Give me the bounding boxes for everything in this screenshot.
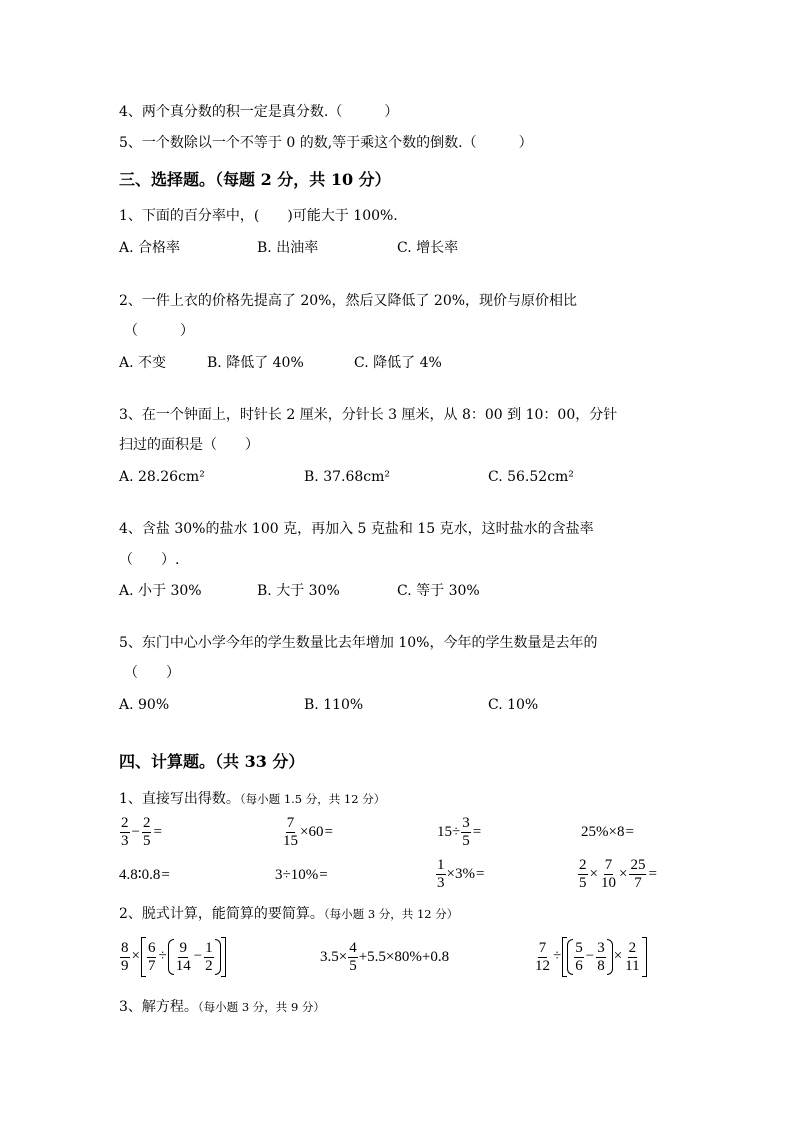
calc-step-expr-1: $\frac{8}{9}$ × $\frac{6}{7}$ ÷ $\frac{9}{14}$ − $\frac{1}{2}$ bbox=[119, 937, 226, 977]
calc-expr-6: 3÷10%= bbox=[275, 867, 328, 883]
choice-q5-line2: （ ） bbox=[124, 665, 180, 681]
choice-q4-line2: （ ）. bbox=[119, 552, 180, 568]
calc-part2-label bbox=[119, 905, 458, 923]
choice-q1-b: B. 出油率 bbox=[257, 240, 319, 256]
choice-q2-c: C. 降低了 4% bbox=[354, 355, 442, 371]
calc-part1-label bbox=[119, 790, 385, 808]
choice-q1: 1、下面的百分率中，( )可能大于 100%. bbox=[119, 208, 398, 224]
calc-part3-note: （每小题 3 分，共 9 分） bbox=[197, 1000, 325, 1014]
choice-q1-a: A. 合格率 bbox=[119, 240, 181, 256]
judge-q4: 4、两个真分数的积一定是真分数.（ ） bbox=[119, 104, 399, 120]
choice-q3-b: B. 37.68cm² bbox=[304, 469, 390, 485]
judge-q5: 5、一个数除以一个不等于 0 的数,等于乘这个数的倒数.（ ） bbox=[119, 135, 533, 151]
choice-q1-c: C. 增长率 bbox=[397, 240, 459, 256]
calc-part3-text: 3、解方程。 bbox=[119, 999, 198, 1015]
section4-title: 四、计算题。（共 33 分） bbox=[119, 752, 305, 771]
calc-expr-4: 25%×8= bbox=[581, 824, 634, 840]
choice-q4-a: A. 小于 30% bbox=[119, 583, 202, 599]
choice-q5: 5、东门中心小学今年的学生数量比去年增加 10%，今年的学生数量是去年的 bbox=[119, 635, 598, 651]
calc-step-expr-3: $\frac{7}{12}$ ÷ $\frac{5}{6}$ − $\frac{3}{8}$ × $\frac{2}{11}$ bbox=[533, 937, 647, 977]
choice-q3-line2: 扫过的面积是（ ） bbox=[119, 437, 259, 453]
choice-q4: 4、含盐 30%的盐水 100 克，再加入 5 克盐和 15 克水，这时盐水的含盐率 bbox=[119, 521, 594, 537]
choice-q2-a: A. 不变 bbox=[119, 355, 167, 371]
calc-expr-5: 4.8∶0.8= bbox=[119, 867, 170, 883]
calc-expr-3: 15÷ $\frac{3}{5}$ = bbox=[437, 815, 482, 849]
calc-expr-2: $\frac{7}{15}$ ×60= bbox=[283, 815, 333, 849]
choice-q5-a: A. 90% bbox=[119, 697, 170, 713]
calc-expr-8: $\frac{2}{5}$ × $\frac{7}{10}$ × $\frac{25}{7}$ = bbox=[579, 857, 657, 891]
choice-q3-a: A. 28.26cm² bbox=[119, 469, 205, 485]
choice-q2-blank: （ ） bbox=[124, 323, 194, 339]
choice-q5-c: C. 10% bbox=[488, 697, 539, 713]
section3-title: 三、选择题。（每题 2 分，共 10 分） bbox=[119, 170, 391, 189]
calc-part1-note: （每小题 1.5 分，共 12 分） bbox=[239, 792, 386, 806]
calc-part2-note: （每小题 3 分，共 12 分） bbox=[323, 907, 459, 921]
calc-expr-1: $\frac{2}{3}$ − $\frac{2}{5}$ = bbox=[121, 815, 162, 849]
calc-part3-label bbox=[119, 998, 325, 1016]
choice-q5-b: B. 110% bbox=[304, 697, 364, 713]
calc-part1-text: 1、直接写出得数。 bbox=[119, 791, 240, 807]
choice-q4-c: C. 等于 30% bbox=[397, 583, 480, 599]
calc-expr-7: $\frac{1}{3}$ ×3%= bbox=[437, 857, 485, 891]
calc-part2-text: 2、脱式计算，能简算的要简算。 bbox=[119, 906, 324, 922]
choice-q3-c: C. 56.52cm² bbox=[488, 469, 574, 485]
choice-q3: 3、在一个钟面上，时针长 2 厘米，分针长 3 厘米，从 8：00 到 10：00，分针 bbox=[119, 407, 618, 423]
choice-q2-b: B. 降低了 40% bbox=[207, 355, 304, 371]
choice-q4-b: B. 大于 30% bbox=[257, 583, 340, 599]
calc-step-expr-2: 3.5× $\frac{4}{5}$ +5.5×80%+0.8 bbox=[320, 940, 450, 974]
choice-q2: 2、一件上衣的价格先提高了 20%，然后又降低了 20%，现价与原价相比 bbox=[119, 293, 578, 309]
